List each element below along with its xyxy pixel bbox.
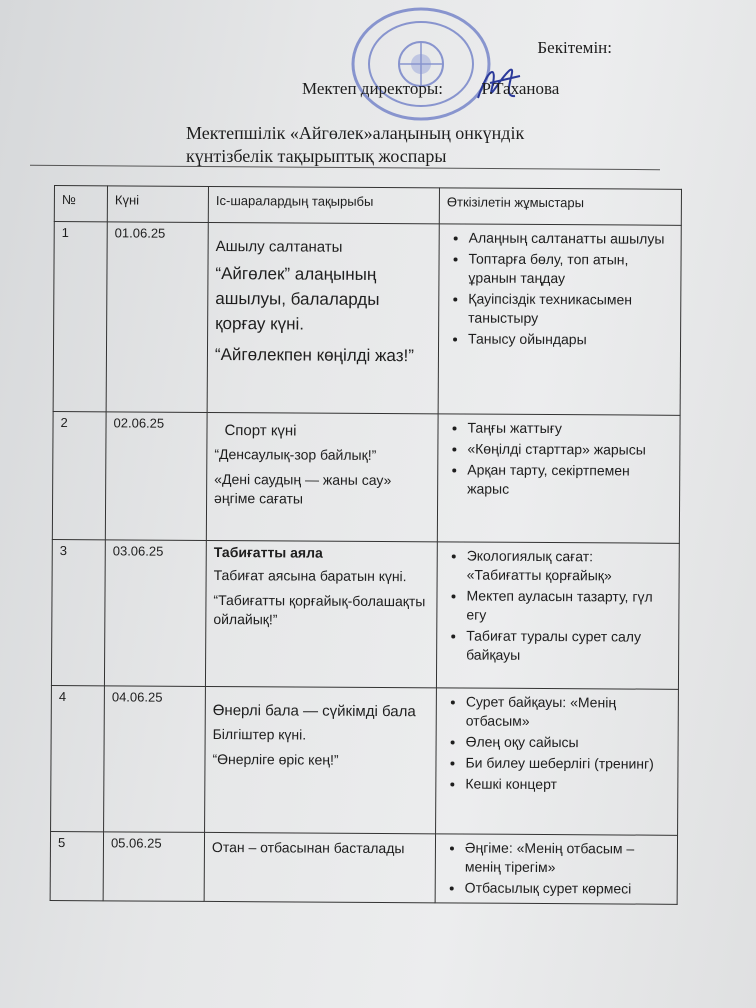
event-title: Отан – отбасынан басталады — [211, 838, 405, 857]
activity-item: • Экологиялық сағат: «Табиғатты қорғайық» — [467, 547, 672, 586]
activity-item: • Кешкі концерт — [465, 775, 670, 795]
event-line: “Өнерліге өріс кең!” — [212, 750, 339, 768]
row-topic — [205, 686, 437, 833]
activity-item: • Өлең оқу сайысы — [466, 733, 671, 753]
row-activities — [436, 688, 679, 835]
activity-item: • Сурет байқауы: «Менің отбасым» — [466, 693, 671, 732]
activity-item: • Мектеп ауласын тазарту, гүл егу — [466, 587, 671, 626]
activity-item: • Әңгіме: «Менің отбасым – менің тірегім» — [465, 839, 670, 878]
row-activities — [435, 834, 677, 904]
header-topic: Іс-шаралардың тақырыбы — [208, 186, 439, 223]
schedule-table — [50, 185, 682, 905]
row-topic — [207, 222, 439, 413]
row-date: 04.06.25 — [104, 686, 206, 833]
event-title: Ашылу салтанаты — [215, 237, 343, 256]
event-line: “Айгөлекпен көңілді жаз!” — [214, 344, 414, 366]
event-title: Табиғатты аяла — [213, 543, 323, 561]
table-row — [52, 411, 680, 543]
header-date: Күні — [107, 186, 208, 223]
event-line: Білгіштер күні. — [212, 725, 307, 743]
row-activities — [436, 542, 679, 689]
event-title: Спорт күні — [224, 422, 297, 440]
row-number: 4 — [51, 685, 105, 831]
activity-item: • Алаңның салтанатты ашылуы — [469, 229, 674, 249]
event-line: «Дені саудың — жаны сау» әңгіме сағаты — [214, 470, 392, 507]
document-title — [186, 122, 524, 168]
director-line — [302, 79, 559, 99]
activity-item: • Қауіпсіздік техникасымен таныстыру — [468, 290, 673, 329]
table-row — [50, 831, 677, 904]
activity-item: • «Көңілді старттар» жарысы — [467, 440, 672, 460]
header-activities: Өткізілетін жұмыстары — [439, 188, 681, 225]
activity-item: • Таңғы жаттығу — [467, 419, 672, 439]
event-line: Табиғат аясына баратын күні. — [213, 566, 407, 585]
row-number: 5 — [50, 831, 103, 900]
event-line: “Денсаулық-зор байлық!” — [214, 445, 377, 463]
row-number: 2 — [52, 411, 106, 539]
director-title: Мектеп директоры: — [302, 79, 443, 98]
activity-item: • Танысу ойындары — [468, 330, 673, 350]
row-activities — [438, 224, 681, 415]
approval-label: Бекітемін: — [537, 38, 612, 57]
row-date: 05.06.25 — [103, 832, 204, 902]
activity-item: • Отбасылық сурет көрмесі — [465, 879, 670, 899]
activity-item: • Би билеу шеберлігі (тренинг) — [465, 754, 670, 774]
row-topic — [205, 540, 437, 687]
event-title: Өнерлі бала — сүйкімді бала — [212, 701, 416, 721]
activity-item: • Арқан тарту, секіртпемен жарыс — [467, 461, 672, 500]
row-topic — [204, 832, 435, 902]
activity-item: • Топтарға бөлу, топ атын, ұранын таңдау — [468, 250, 673, 289]
table-row — [51, 685, 679, 835]
header-number: № — [54, 186, 107, 222]
row-date: 01.06.25 — [106, 222, 208, 413]
event-line: “Айгөлек” алаңының ашылуы, балаларды қорғау күні. — [215, 263, 380, 334]
row-number: 3 — [51, 539, 105, 685]
event-line: “Табиғатты қорғайық-болашақты ойлайық!” — [213, 591, 426, 628]
row-date: 03.06.25 — [104, 540, 206, 687]
director-name: Р.Таханова — [481, 79, 560, 98]
row-topic — [206, 412, 438, 541]
title-line-2: күнтізбелік тақырыптық жоспары — [186, 146, 447, 166]
table-row — [51, 539, 679, 689]
row-date: 02.06.25 — [105, 412, 207, 541]
activity-item: • Табиғат туралы сурет салу байқауы — [466, 627, 671, 666]
table-header-row — [54, 186, 681, 226]
row-number: 1 — [53, 222, 107, 412]
title-line-1: Мектепшілік «Айгөлек»алаңының онкүндік — [186, 123, 525, 143]
table-row — [53, 222, 681, 416]
row-activities — [437, 414, 680, 543]
